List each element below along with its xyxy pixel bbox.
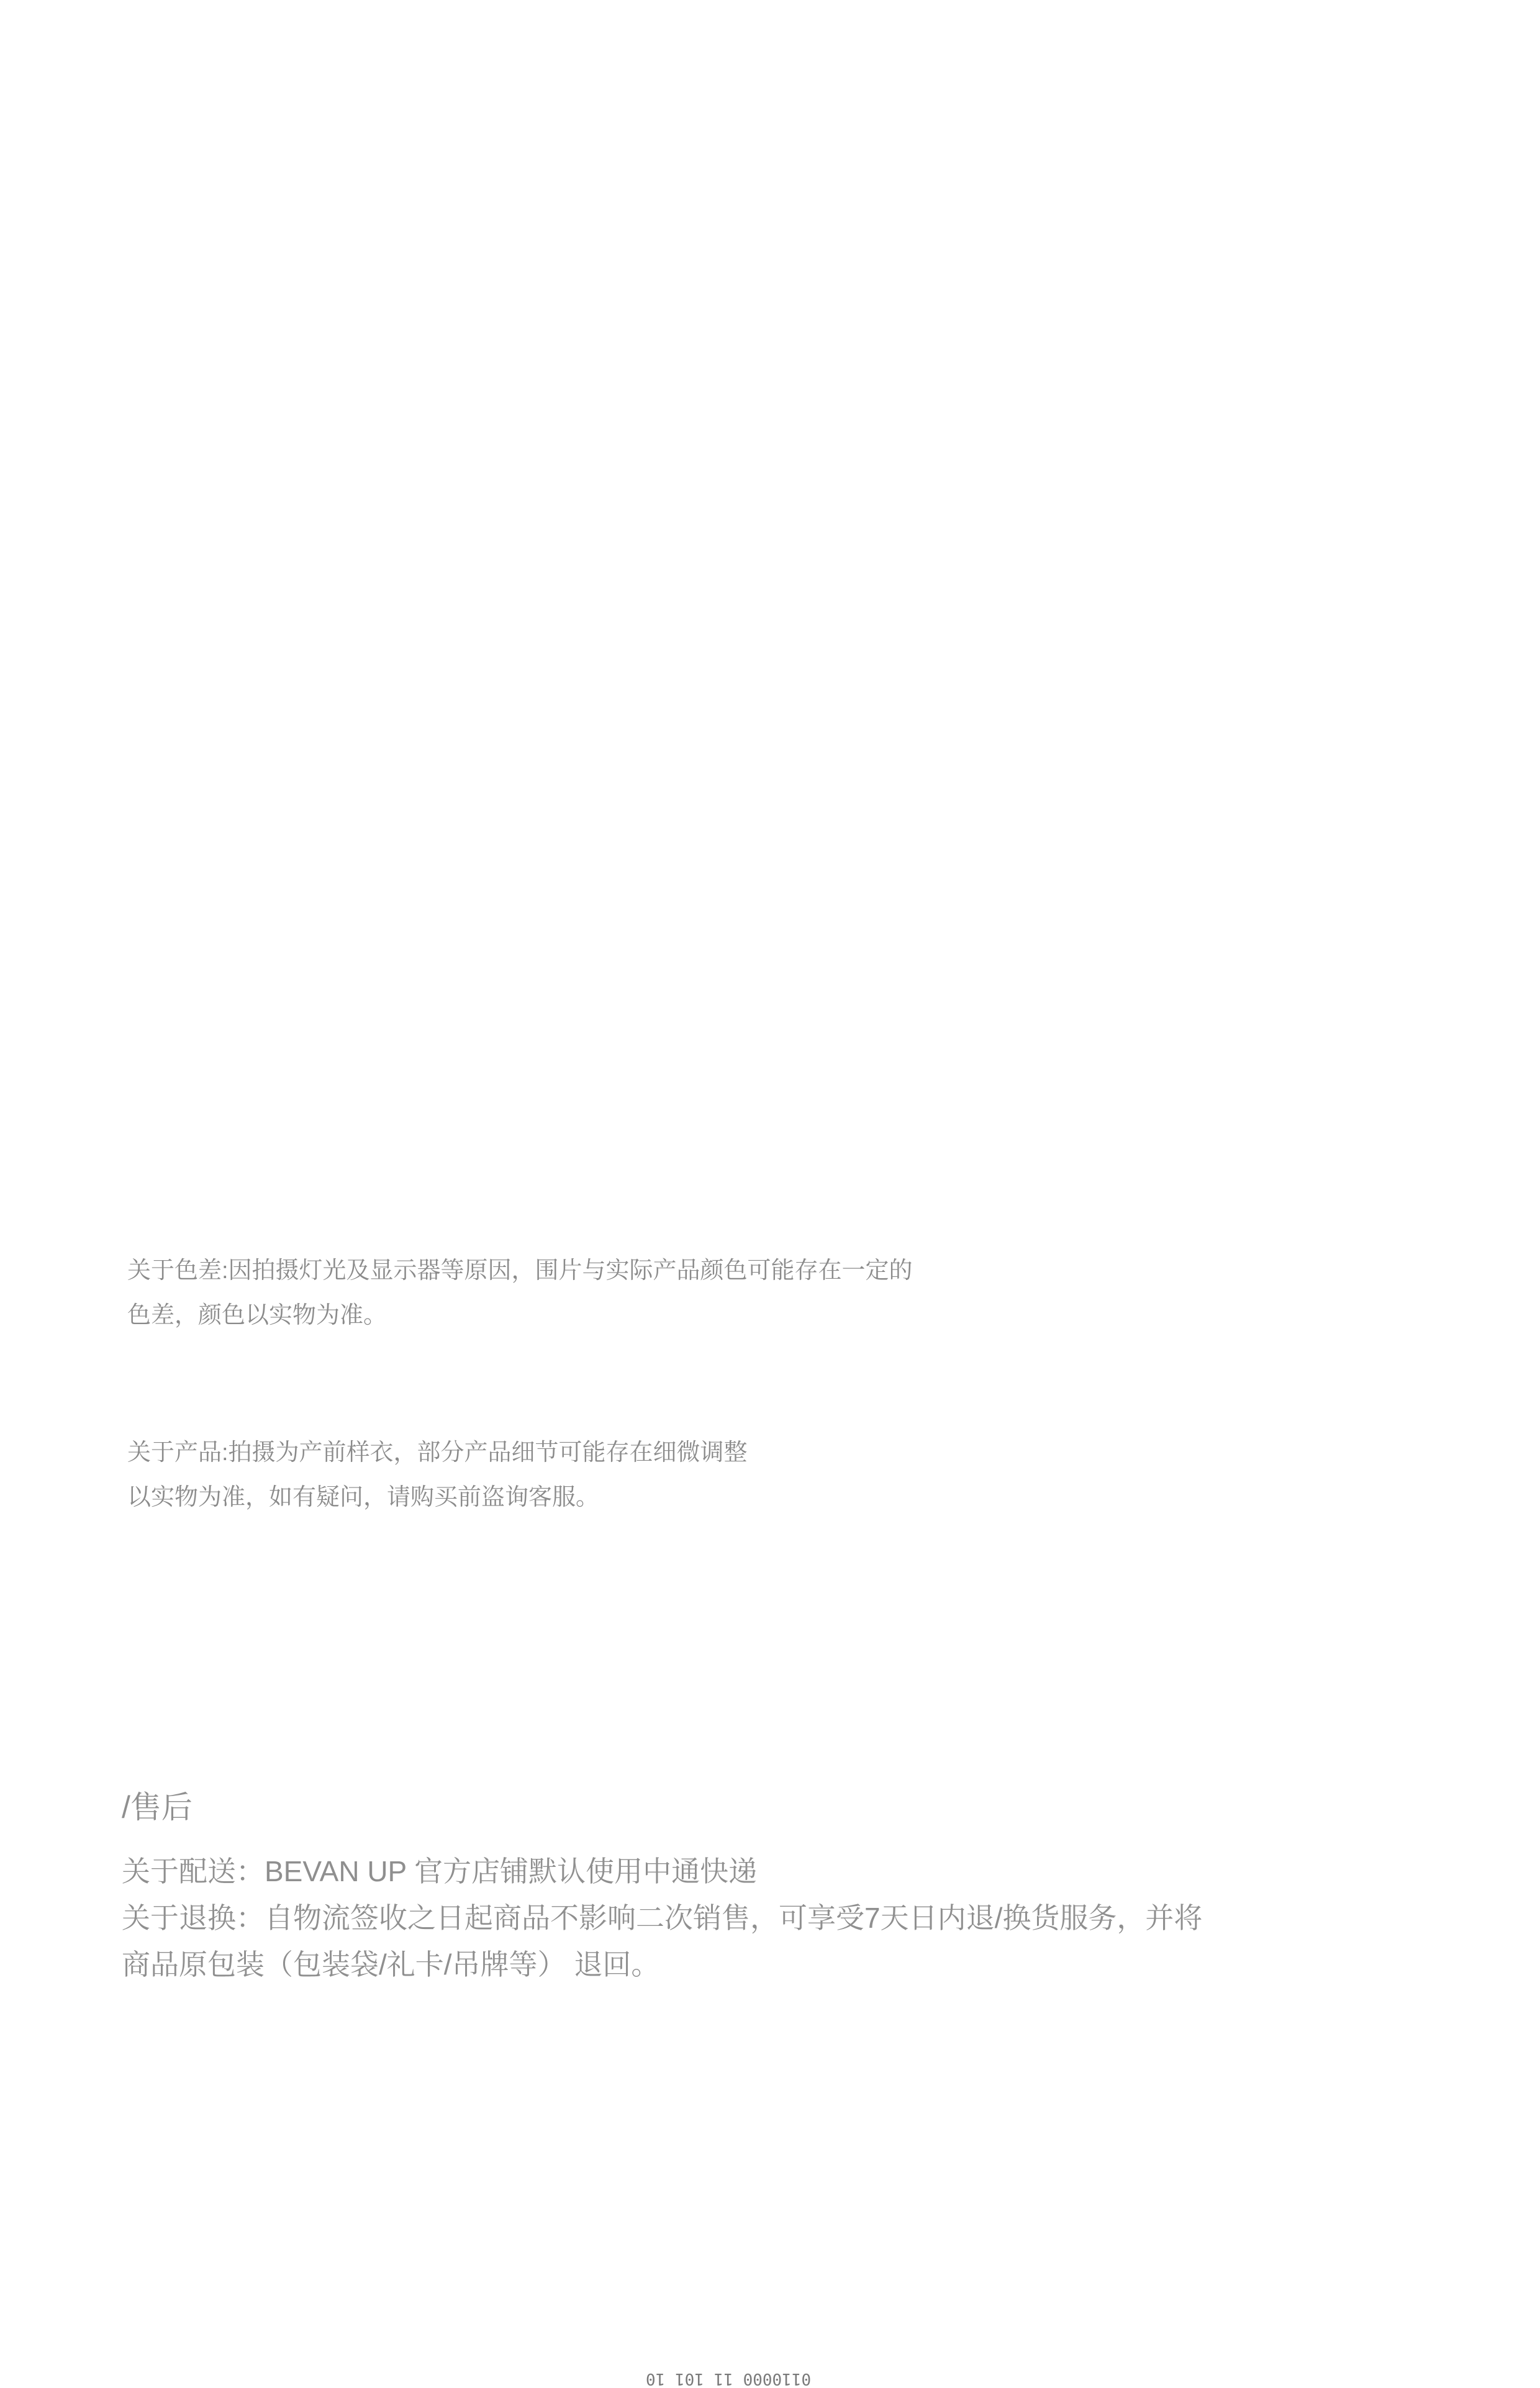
color-difference-notice [127,1248,1214,1338]
delivery-policy: 关于配送：BEVAN UP 官方店铺默认使用中通快递 [122,1855,758,1887]
color-notice-line-2: 色差，颜色以实物为准。 [127,1302,387,1328]
return-policy-line-1: 关于退换：自物流签收之日起商品不影响二次销售，可享受7天日内退/换货服务，并将 [122,1902,1203,1934]
after-sales-heading: /售后 [122,1790,192,1825]
footer-code: 0110000 11 101 10 [646,2369,812,2388]
color-notice-line-1: 关于色差:因拍摄灯光及显示器等原因，围片与实际产品颜色可能存在一定的 [127,1258,913,1284]
product-notice-line-1: 关于产品:拍摄为产前样衣，部分产品细节可能存在细微调整 [127,1440,748,1466]
product-notice [127,1430,1214,1520]
return-policy-line-2: 商品原包装（包装袋/礼卡/吊牌等） 退回。 [122,1948,660,1981]
after-sales-section [122,1782,1426,1988]
product-notice-line-2: 以实物为准，如有疑问，请购买前盗询客服。 [127,1484,600,1510]
